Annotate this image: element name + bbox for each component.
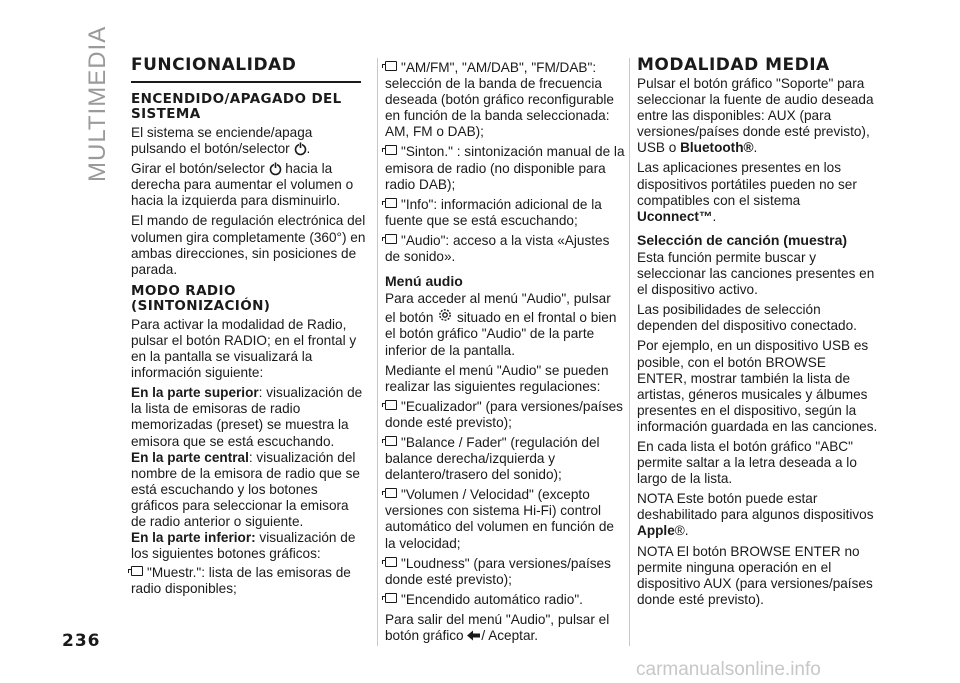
section-title: FUNCIONALIDAD: [131, 55, 297, 75]
text: "Loudness" (para versiones/países donde esté previsto);: [385, 555, 611, 587]
column-3: [637, 56, 879, 612]
heading-radio: MODO RADIO (SINTONIZACIÓN): [131, 282, 271, 314]
text: ®.: [674, 523, 689, 539]
list-item: [385, 592, 625, 608]
text: Para salir del menú "Audio", pulsar el botón gráfico: [385, 611, 610, 643]
heading-onoff: ENCENDIDO/APAGADO DEL SISTEMA: [131, 91, 342, 122]
bullet-icon: [385, 145, 397, 155]
heading-song-selection: Selección de canción (muestra): [637, 231, 848, 248]
paragraph: [637, 76, 879, 156]
list-item: [385, 435, 625, 483]
column-divider: [629, 58, 630, 646]
text: : visualización del nombre de la emisora de radio que se está escuchando y los botones gráficos para seleccionar la emisora de radio anterior o siguiente.: [131, 449, 360, 529]
text: El sistema se enciende/apaga pulsando el botón/selector: [131, 125, 313, 157]
term-center: En la parte central: [131, 449, 249, 465]
brand-bluetooth: Bluetooth®: [680, 140, 754, 156]
paragraph: [131, 161, 367, 209]
list-item: [385, 60, 625, 140]
paragraph: [637, 160, 879, 224]
list-item: [385, 556, 625, 588]
list-item: [385, 233, 625, 265]
text: hacia la derecha para aumentar el volumen o hacia la izquierda para disminuirlo.: [131, 161, 354, 209]
column-1: [131, 56, 367, 601]
power-knob-icon: [294, 142, 307, 156]
paragraph: [385, 291, 625, 358]
text: "Encendido automático radio".: [401, 591, 583, 607]
heading-audio: Menú audio: [385, 273, 463, 290]
text: "Sinton." : sintonización manual de la emisora de radio (no disponible para radio DAB);: [385, 144, 625, 192]
text: Para acceder al menú "Audio", pulsar el botón: [385, 291, 611, 326]
text: "Info": información adicional de la fuente que se está escuchando;: [385, 196, 602, 228]
settings-gear-icon: [437, 307, 453, 323]
bullet-icon: [131, 566, 143, 576]
text: "Audio": acceso a la vista «Ajustes de sonido».: [385, 232, 610, 265]
paragraph: NOTA El botón BROWSE ENTER no permite ninguna operación en el dispositivo AUX (para versiones/países donde esté previsto).: [637, 543, 873, 607]
paragraph: El mando de regulación electrónica del volumen gira completamente (360°) en ambas direcciones, sin posiciones de parada.: [131, 213, 366, 277]
text: "Ecualizador" (para versiones/países donde esté previsto);: [385, 398, 623, 430]
back-arrow-icon: [467, 630, 481, 641]
page-number: 236: [62, 631, 101, 651]
text: Las aplicaciones presentes en los dispositivos portátiles pueden no ser compatibles con el sistema: [637, 160, 857, 208]
paragraph: Las posibilidades de selección dependen del dispositivo conectado.: [637, 302, 857, 334]
title-rule: [131, 81, 361, 83]
paragraph: [637, 491, 879, 539]
text: situado en el frontal o bien el botón gráfico "Audio" de la parte inferior de la pantalla.: [385, 310, 617, 358]
text: : visualización de la lista de emisoras de radio memorizadas (preset) se muestra la emisora que se está escuchando.: [131, 385, 363, 449]
bullet-icon: [385, 436, 397, 446]
section-label: MULTIMEDIA: [84, 25, 111, 182]
bullet-icon: [385, 234, 397, 244]
bullet-icon: [385, 61, 397, 71]
list-item: [385, 487, 625, 551]
text: Girar el botón/selector: [131, 161, 265, 177]
text: "Balance / Fader" (regulación del balance derecha/izquierda y delantero/trasero del sonido);: [385, 434, 600, 483]
bullet-icon: [385, 488, 397, 498]
paragraph: Esta función permite buscar y seleccionar las canciones presentes en el dispositivo activo.: [637, 249, 875, 298]
bullet-icon: [385, 593, 397, 603]
bullet-icon: [385, 400, 397, 410]
brand-apple: Apple: [637, 523, 675, 539]
paragraph: Para activar la modalidad de Radio, pulsar el botón RADIO; en el frontal y en la pantalla se visualizará la información siguiente:: [131, 316, 357, 381]
text: "Volumen / Velocidad" (excepto versiones con sistema Hi-Fi) control automático del volumen en función de la velocidad;: [385, 487, 614, 551]
text: NOTA Este botón puede estar deshabilitado para algunos dispositivos: [637, 491, 874, 523]
term-lower: En la parte inferior:: [131, 530, 256, 546]
text: "Muestr.": lista de las emisoras de radio disponibles;: [131, 565, 351, 597]
paragraph: [131, 125, 367, 157]
bullet-icon: [385, 198, 397, 208]
paragraph: [131, 530, 367, 562]
bullet-icon: [385, 557, 397, 567]
paragraph: En cada lista el botón gráfico "ABC" permite saltar a la letra deseada a lo largo de la lista.: [637, 438, 857, 487]
text: .: [712, 208, 717, 224]
text: Pulsar el botón gráfico "Soporte" para seleccionar la fuente de audio deseada entre las disponibles: AUX (para versiones/países donde esté previsto), USB o: [637, 76, 874, 156]
column-2: [385, 60, 625, 648]
text: / Aceptar.: [481, 628, 539, 643]
paragraph: [131, 450, 367, 530]
section-title-media: MODALIDAD MEDIA: [637, 55, 830, 75]
list-item: [385, 399, 625, 431]
list-item: [385, 144, 625, 192]
paragraph: [385, 612, 625, 644]
text: .: [306, 141, 311, 157]
brand-uconnect: Uconnect™: [637, 208, 713, 224]
paragraph: Por ejemplo, en un dispositivo USB es posible, con el botón BROWSE ENTER, mostrar también la lista de artistas, géneros musicales y álbumes presentes en el dispositivo, según la información guardada en las canciones.: [637, 338, 878, 434]
paragraph: Mediante el menú "Audio" se pueden realizar las siguientes regulaciones:: [385, 362, 609, 394]
power-knob-icon: [269, 162, 282, 176]
list-item: [131, 565, 367, 597]
text: .: [753, 140, 758, 156]
text: "AM/FM", "AM/DAB", "FM/DAB": selección de la banda de frecuencia deseada (botón gráfico reconfigurable en función de la banda seleccionada: AM, FM o DAB);: [385, 60, 614, 140]
text: visualización de los siguientes botones gráficos:: [131, 530, 356, 562]
paragraph: [131, 385, 367, 449]
watermark: carmanualsonline.info: [636, 659, 821, 680]
list-item: [385, 197, 625, 229]
column-divider: [377, 58, 378, 646]
term-upper: En la parte superior: [131, 385, 259, 401]
